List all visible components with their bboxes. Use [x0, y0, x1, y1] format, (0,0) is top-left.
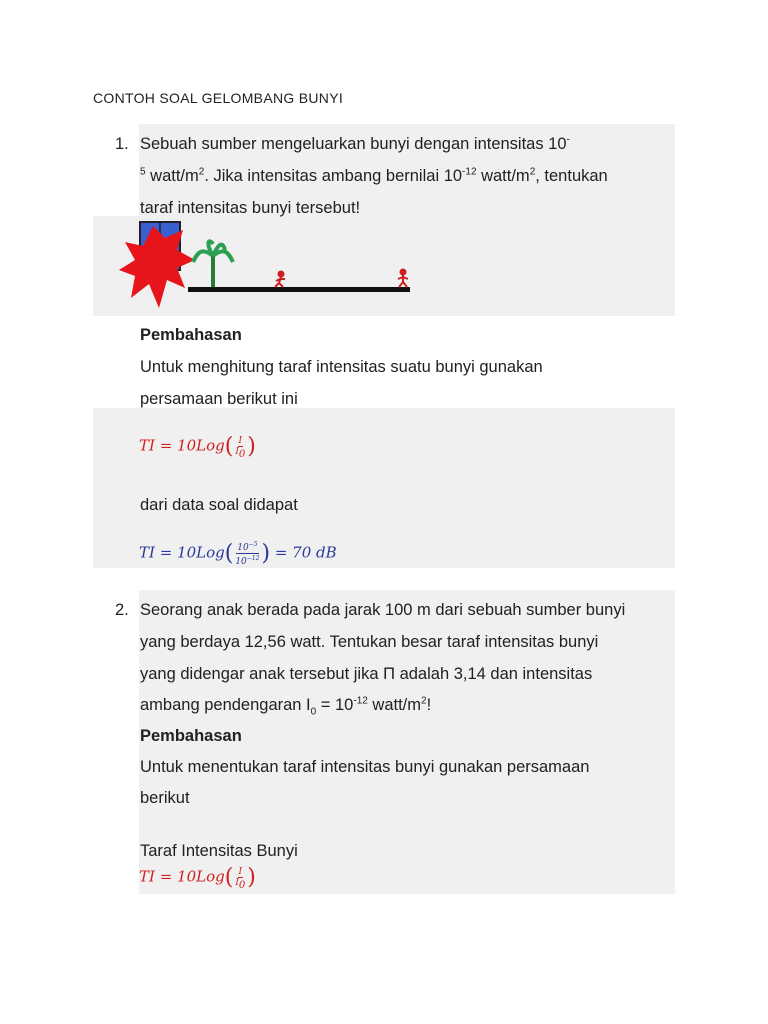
person-near-icon [275, 272, 285, 288]
page-title: CONTOH SOAL GELOMBANG BUNYI [93, 90, 344, 106]
p1-line2: persamaan berikut ini [140, 390, 298, 408]
ground-line [188, 287, 410, 292]
p1-data-line: dari data soal didapat [140, 496, 298, 514]
q2-line2: yang berdaya 12,56 watt. Tentukan besar taraf intensitas bunyi [140, 633, 599, 651]
q1-line1: Sebuah sumber mengeluarkan bunyi dengan intensitas 10- [140, 134, 570, 153]
tree-icon [193, 241, 233, 288]
q2-line3: yang didengar anak tersebut jika Π adalah 3,14 dan intensitas [140, 665, 593, 683]
q2-line4: ambang pendengaran $I_0 = 10^{-12}$ watt/$m^2$! [140, 695, 432, 718]
q2-number: 2. [115, 601, 129, 619]
p2-label: Taraf Intensitas Bunyi [140, 842, 298, 860]
sound-source-illustration [93, 216, 423, 316]
p2-heading: Pembahasan [140, 727, 242, 745]
p1-line1: Untuk menghitung taraf intensitas suatu bunyi gunakan [140, 358, 543, 376]
q2-line1: Seorang anak berada pada jarak 100 m dari sebuah sumber bunyi [140, 601, 626, 619]
formula-ti-2: TI = 10Log( $\frac{I}{I_0}$ ) [139, 865, 256, 891]
q1-line3: taraf intensitas bunyi tersebut! [140, 199, 361, 217]
p1-heading: Pembahasan [140, 326, 242, 344]
p2-line1: Untuk menentukan taraf intensitas bunyi gunakan persamaan [140, 758, 590, 776]
p2-line2: berikut [140, 789, 190, 807]
q1-number: 1. [115, 135, 129, 153]
sound-burst-icon [119, 226, 195, 308]
formula-ti-1: TI = 10Log( $\frac{I}{I_0}$ ) [139, 434, 256, 460]
q1-line2: $^5$ watt/$m^2$. Jika intensitas ambang bernilai $10^{-12}$ watt/$m^2$, tentukan [140, 166, 608, 185]
formula-calc-1: TI = 10Log( $\frac{10^{-5}}{10^{-12}}$ ) = 70 dB [139, 541, 337, 567]
person-far-icon [398, 270, 408, 288]
